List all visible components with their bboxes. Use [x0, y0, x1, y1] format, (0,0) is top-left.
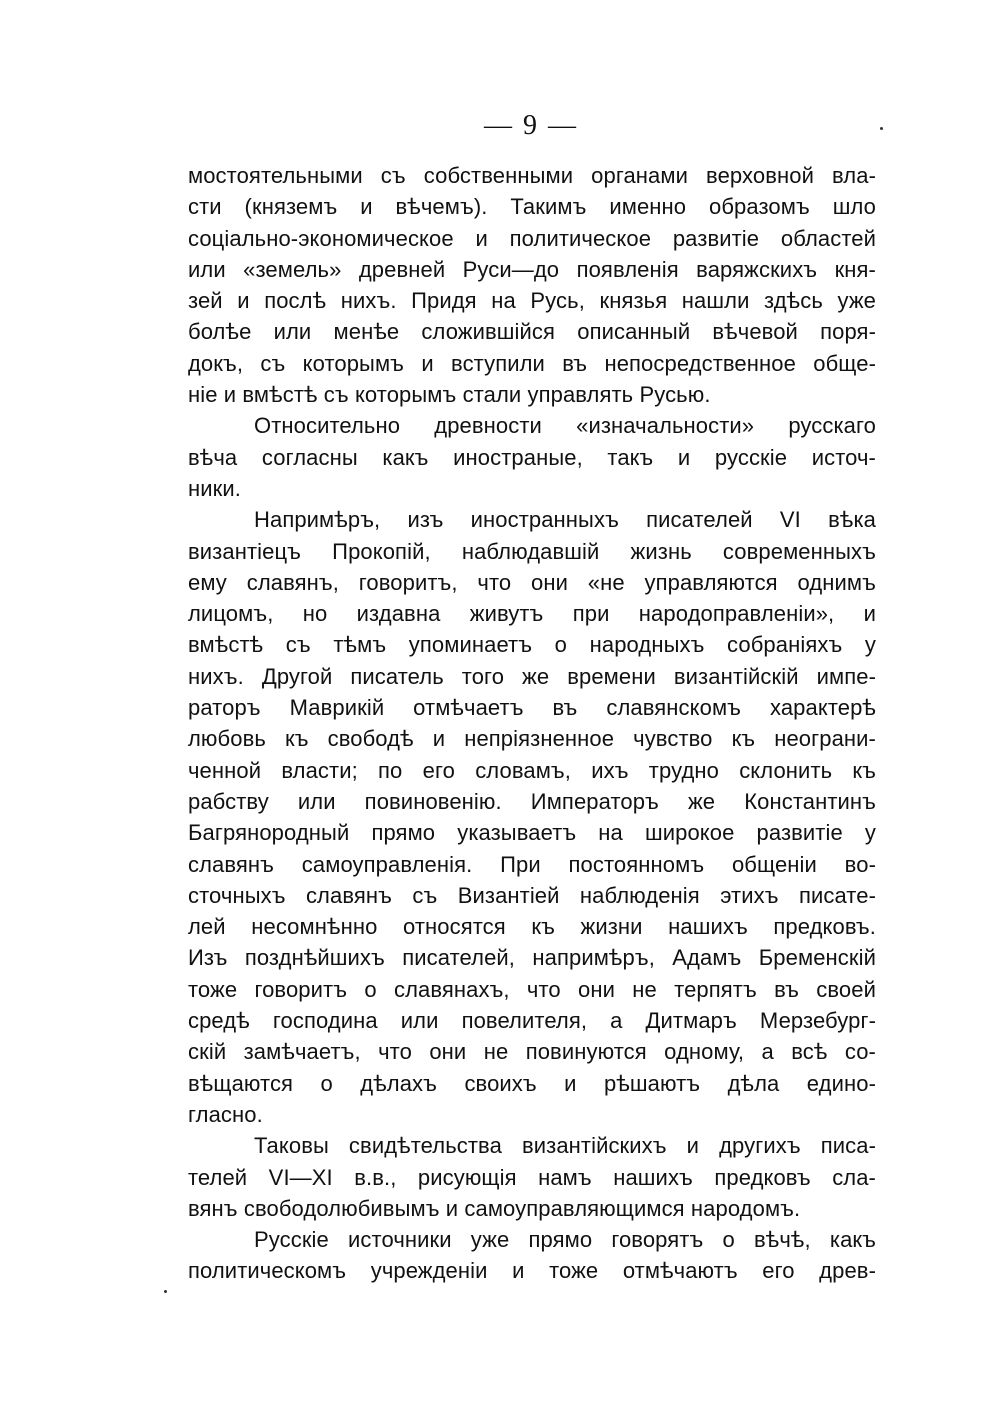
text-line: Русскіе источники уже прямо говорятъ о вѣчѣ, какъ	[254, 1227, 876, 1253]
text-line: политическомъ учрежденіи и тоже отмѣчаютъ его древ-	[188, 1258, 876, 1284]
text-line: скій замѣчаетъ, что они не повинуются одному, а всѣ со-	[188, 1039, 876, 1065]
text-line: Напримѣръ, изъ иностранныхъ писателей VI вѣка	[254, 507, 876, 533]
text-line: ченной власти; по его словамъ, ихъ трудно склонить къ	[188, 757, 876, 783]
scan-speck	[880, 127, 883, 130]
text-line: болѣе или менѣе сложившійся описанный вѣчевой поря-	[188, 319, 876, 345]
text-line: вѣча согласны какъ иностраные, такъ и русскіе источ-	[188, 444, 876, 470]
text-line: вмѣстѣ съ тѣмъ упоминаетъ о народныхъ собраніяхъ у	[188, 632, 876, 658]
text-line: раторъ Маврикій отмѣчаетъ въ славянскомъ характерѣ	[188, 695, 876, 721]
text-line: византіецъ Прокопій, наблюдавшій жизнь современныхъ	[188, 538, 876, 564]
text-line: ники.	[188, 475, 241, 501]
text-line: Таковы свидѣтельства византійскихъ и другихъ писа-	[254, 1133, 876, 1159]
text-line: соціально-экономическое и политическое развитіе областей	[188, 225, 876, 251]
text-line: рабству или повиновенію. Императоръ же Константинъ	[188, 788, 876, 814]
text-line: мостоятельными съ собственными органами верховной вла-	[188, 163, 876, 188]
text-line: зей и послѣ нихъ. Придя на Русь, князья нашли здѣсь уже	[188, 288, 876, 314]
page-number: — 9 —	[484, 110, 578, 141]
scan-speck	[164, 1290, 167, 1293]
text-line: сти (княземъ и вѣчемъ). Такимъ именно образомъ шло	[188, 194, 876, 220]
text-line: любовь къ свободѣ и непріязненное чувство къ неограни-	[188, 726, 876, 752]
text-line: телей VI—XI в.в., рисующія намъ нашихъ предковъ сла-	[188, 1164, 876, 1190]
text-line: ему славянъ, говоритъ, что они «не управляются однимъ	[188, 569, 876, 595]
text-line: докъ, съ которымъ и вступили въ непосредственное обще-	[188, 350, 876, 376]
text-line: Относительно древности «изначальности» русскаго	[254, 413, 876, 439]
text-line: ніе и вмѣстѣ съ которымъ стали управлять Русью.	[188, 382, 711, 408]
text-line: или «земель» древней Руси—до появленія варяжскихъ кня-	[188, 256, 876, 282]
text-line: средѣ господина или повелителя, а Дитмаръ Мерзебург-	[188, 1008, 876, 1034]
text-line: тоже говоритъ о славянахъ, что они не терпятъ въ своей	[188, 976, 876, 1002]
text-line: сточныхъ славянъ съ Византіей наблюденія этихъ писате-	[188, 882, 876, 908]
text-line: лей несомнѣнно относятся къ жизни нашихъ предковъ.	[188, 914, 876, 940]
text-line: Изъ позднѣйшихъ писателей, напримѣръ, Адамъ Бременскій	[188, 945, 876, 971]
text-line: нихъ. Другой писатель того же времени византійскій импе-	[188, 663, 876, 689]
text-line: вянъ свободолюбивымъ и самоуправляющимся народомъ.	[188, 1195, 801, 1221]
text-line: славянъ самоуправленія. При постоянномъ общеніи во-	[188, 851, 876, 877]
text-line: гласно.	[188, 1101, 263, 1127]
text-line: Багрянородный прямо указываетъ на широкое развитіе у	[188, 820, 876, 846]
body-text	[188, 160, 876, 1287]
text-line: лицомъ, но издавна живутъ при народоправленіи», и	[188, 601, 876, 627]
text-line: вѣщаются о дѣлахъ своихъ и рѣшаютъ дѣла едино-	[188, 1070, 876, 1096]
